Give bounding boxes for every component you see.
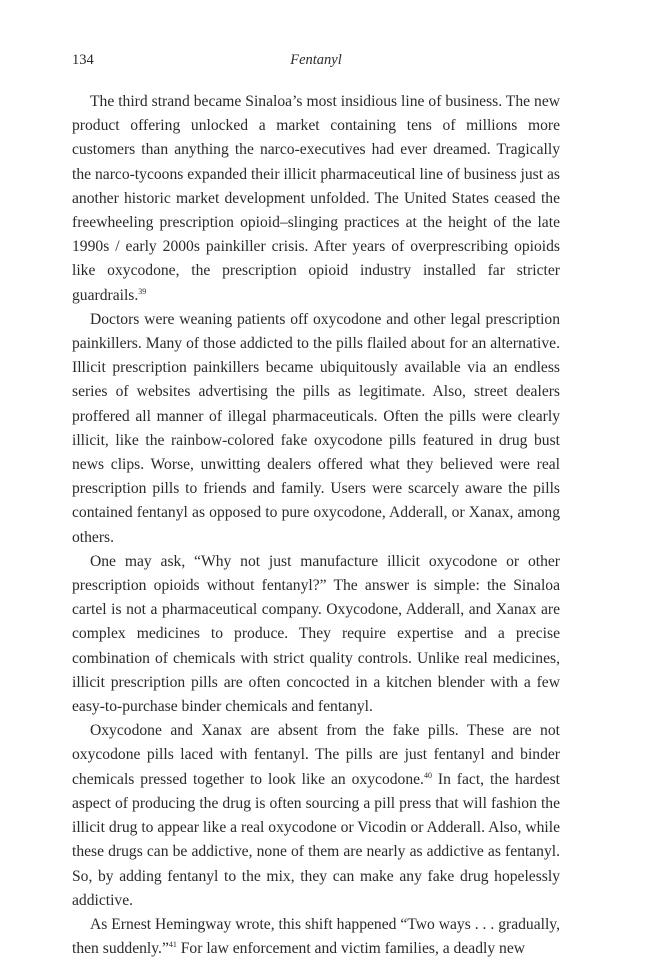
paragraph — [72, 719, 560, 913]
paragraph-text: As Ernest Hemingway wrote, this shift happened “Two ways . . . gradually, then suddenly.” — [72, 915, 560, 958]
paragraph-text: For law enforcement and victim families, a deadly new — [176, 940, 526, 958]
footnote-marker[interactable]: 40 — [423, 770, 432, 780]
paragraph-text: Oxycodone and Xanax are absent from the fake pills. These are not oxycodone pills laced with fentanyl. The pills are just fentanyl and binder chemicals pressed together to look like an oxycodone. — [72, 722, 560, 788]
paragraph-text: The third strand became Sinaloa’s most insidious line of business. The new product offering unlocked a market containing tens of millions more customers than anything the narco-executives had ever dreamed. Tragically the narco-tycoons expanded their illicit pharmaceutical line of business just as another historic market development unfolded. The United States ceased the freewheeling prescription opioid–slinging practices at the height of the late 1990s / early 2000s painkiller crisis. After years of overprescribing opioids like oxycodone, the prescription opioid industry installed far stricter guardrails. — [72, 93, 560, 304]
footnote-marker[interactable]: 39 — [138, 286, 147, 296]
paragraph — [72, 550, 560, 719]
page-number: 134 — [72, 52, 94, 68]
running-title: Fentanyl — [290, 52, 342, 68]
paragraph-text: One may ask, “Why not just manufacture illicit oxycodone or other prescription opioids without fentanyl?” The answer is simple: the Sinaloa cartel is not a pharmaceutical company. Oxycodone, Adderall, and Xanax are complex medicines to produce. They require expertise and a precise combination of chemicals with strict quality controls. Unlike real medicines, illicit prescription pills are often concocted in a kitchen blender with a few easy-to-purchase binder chemicals and fentanyl. — [72, 552, 560, 716]
paragraph — [72, 90, 560, 308]
paragraph-text: In fact, the hardest aspect of producing the drug is often sourcing a pill press that will fashion the illicit drug to appear like a real oxycodone or Vicodin or Adderall. Also, while these drugs can be addictive, none of them are nearly as addictive as fentanyl. So, by adding fentanyl to the mix, they can make any fake drug hopelessly addictive. — [72, 770, 560, 909]
paragraph-text: Doctors were weaning patients off oxycodone and other legal prescription painkillers. Many of those addicted to the pills flailed about for an alternative. Illicit prescription painkillers became ubiquitously available via an endless series of websites advertising the pills as legitimate. Also, street dealers proffered all manner of illegal pharmaceuticals. Often the pills were clearly illicit, like the rainbow-colored fake oxycodone pills featured in drug bust news clips. Worse, unwitting dealers offered what they believed were real prescription pills to friends and family. Users were scarcely aware the pills contained fentanyl as opposed to pure oxycodone, Adderall, or Xanax, among others. — [72, 310, 560, 546]
page-header — [72, 52, 560, 72]
paragraph — [72, 308, 560, 550]
footnote-marker[interactable]: 41 — [168, 940, 177, 950]
paragraph — [72, 913, 560, 961]
body-text — [72, 90, 560, 961]
